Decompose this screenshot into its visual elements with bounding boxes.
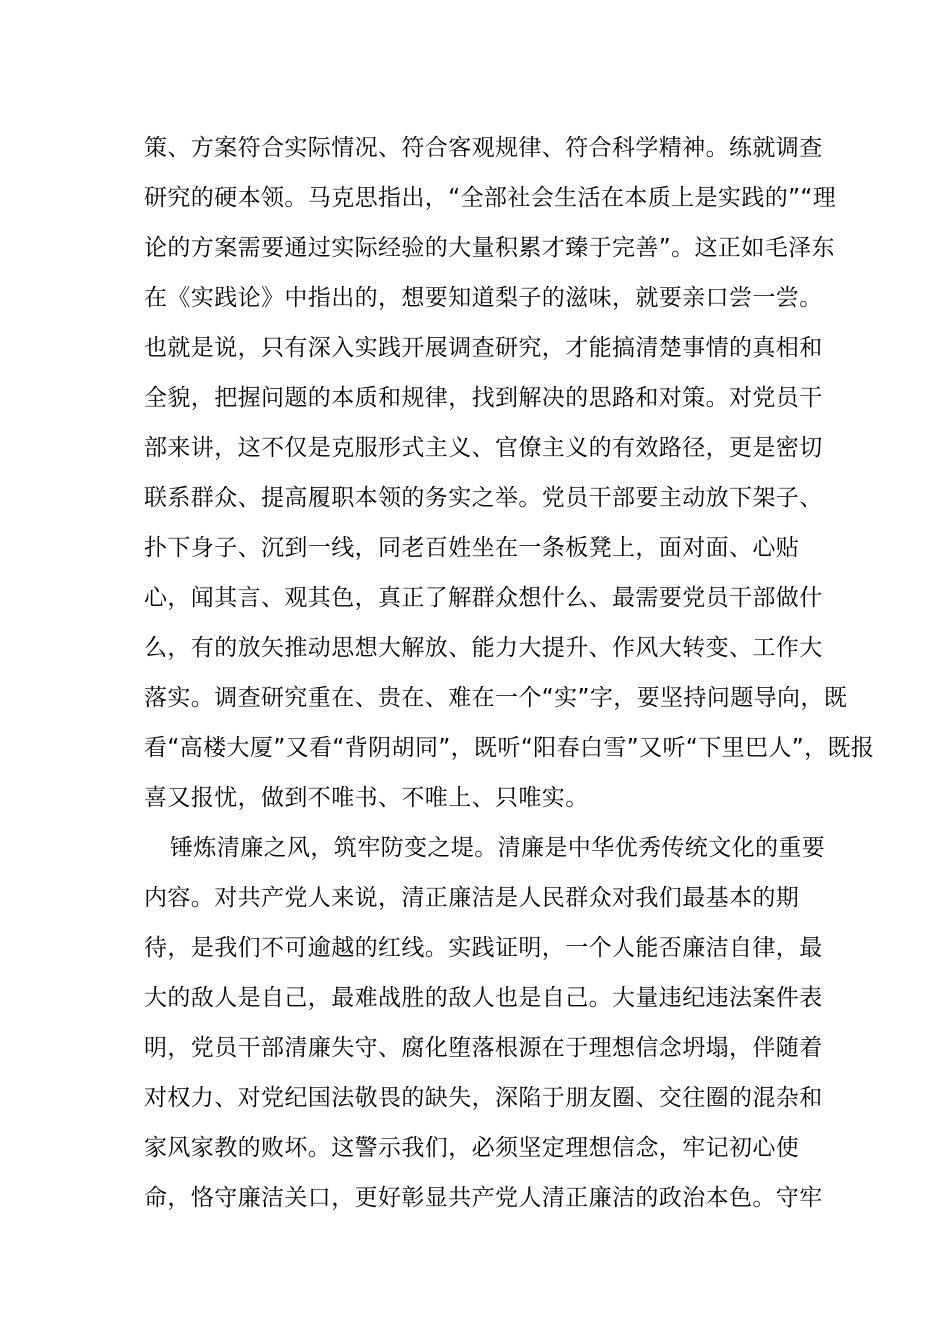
text-line: 论的方案需要通过实际经验的大量积累才臻于完善”。这正如毛泽东 <box>144 235 835 261</box>
text-line: 也就是说，只有深入实践开展调查研究，才能搞清楚事情的真相和 <box>144 335 823 361</box>
text-line: 策、方案符合实际情况、符合客观规律、符合科学精神。练就调查 <box>144 135 823 161</box>
text-line: 么，有的放矢推动思想大解放、能力大提升、作风大转变、工作大 <box>144 635 823 661</box>
text-line: 明，党员干部清廉失守、腐化堕落根源在于理想信念坍塌，伴随着 <box>144 1035 823 1061</box>
text-line: 落实。调查研究重在、贵在、难在一个“实”字，要坚持问题导向，既 <box>144 685 848 711</box>
text-line: 大的敌人是自己，最难战胜的敌人也是自己。大量违纪违法案件表 <box>144 985 823 1011</box>
paragraph-first-line: 锤炼清廉之风，筑牢防变之堤。清廉是中华优秀传统文化的重要 <box>170 835 826 861</box>
text-line: 命，恪守廉洁关口，更好彰显共产党人清正廉洁的政治本色。守牢 <box>144 1185 823 1211</box>
text-line: 内容。对共产党人来说，清正廉洁是人民群众对我们最基本的期 <box>144 885 800 911</box>
text-line: 部来讲，这不仅是克服形式主义、官僚主义的有效路径，更是密切 <box>144 435 823 461</box>
text-line: 家风家教的败坏。这警示我们，必须坚定理想信念，牢记初心使 <box>144 1135 800 1161</box>
text-line: 联系群众、提高履职本领的务实之举。党员干部要主动放下架子、 <box>144 485 823 511</box>
text-line: 全貌，把握问题的本质和规律，找到解决的思路和对策。对党员干 <box>144 385 823 411</box>
text-line: 看“高楼大厦”又看“背阴胡同”，既听“阳春白雪”又听“下里巴人”，既报 <box>144 735 875 761</box>
text-line: 喜又报忧，做到不唯书、不唯上、只唯实。 <box>144 785 589 811</box>
text-line: 扑下身子、沉到一线，同老百姓坐在一条板凳上，面对面、心贴 <box>144 535 800 561</box>
text-line: 对权力、对党纪国法敬畏的缺失，深陷于朋友圈、交往圈的混杂和 <box>144 1085 823 1111</box>
text-line: 研究的硬本领。马克思指出，“全部社会生活在本质上是实践的”“理 <box>144 185 837 211</box>
text-line: 待，是我们不可逾越的红线。实践证明，一个人能否廉洁自律，最 <box>144 935 823 961</box>
text-line: 在《实践论》中指出的，想要知道梨子的滋味，就要亲口尝一尝。 <box>144 285 823 311</box>
text-line: 心，闻其言、观其色，真正了解群众想什么、最需要党员干部做什 <box>144 585 823 611</box>
